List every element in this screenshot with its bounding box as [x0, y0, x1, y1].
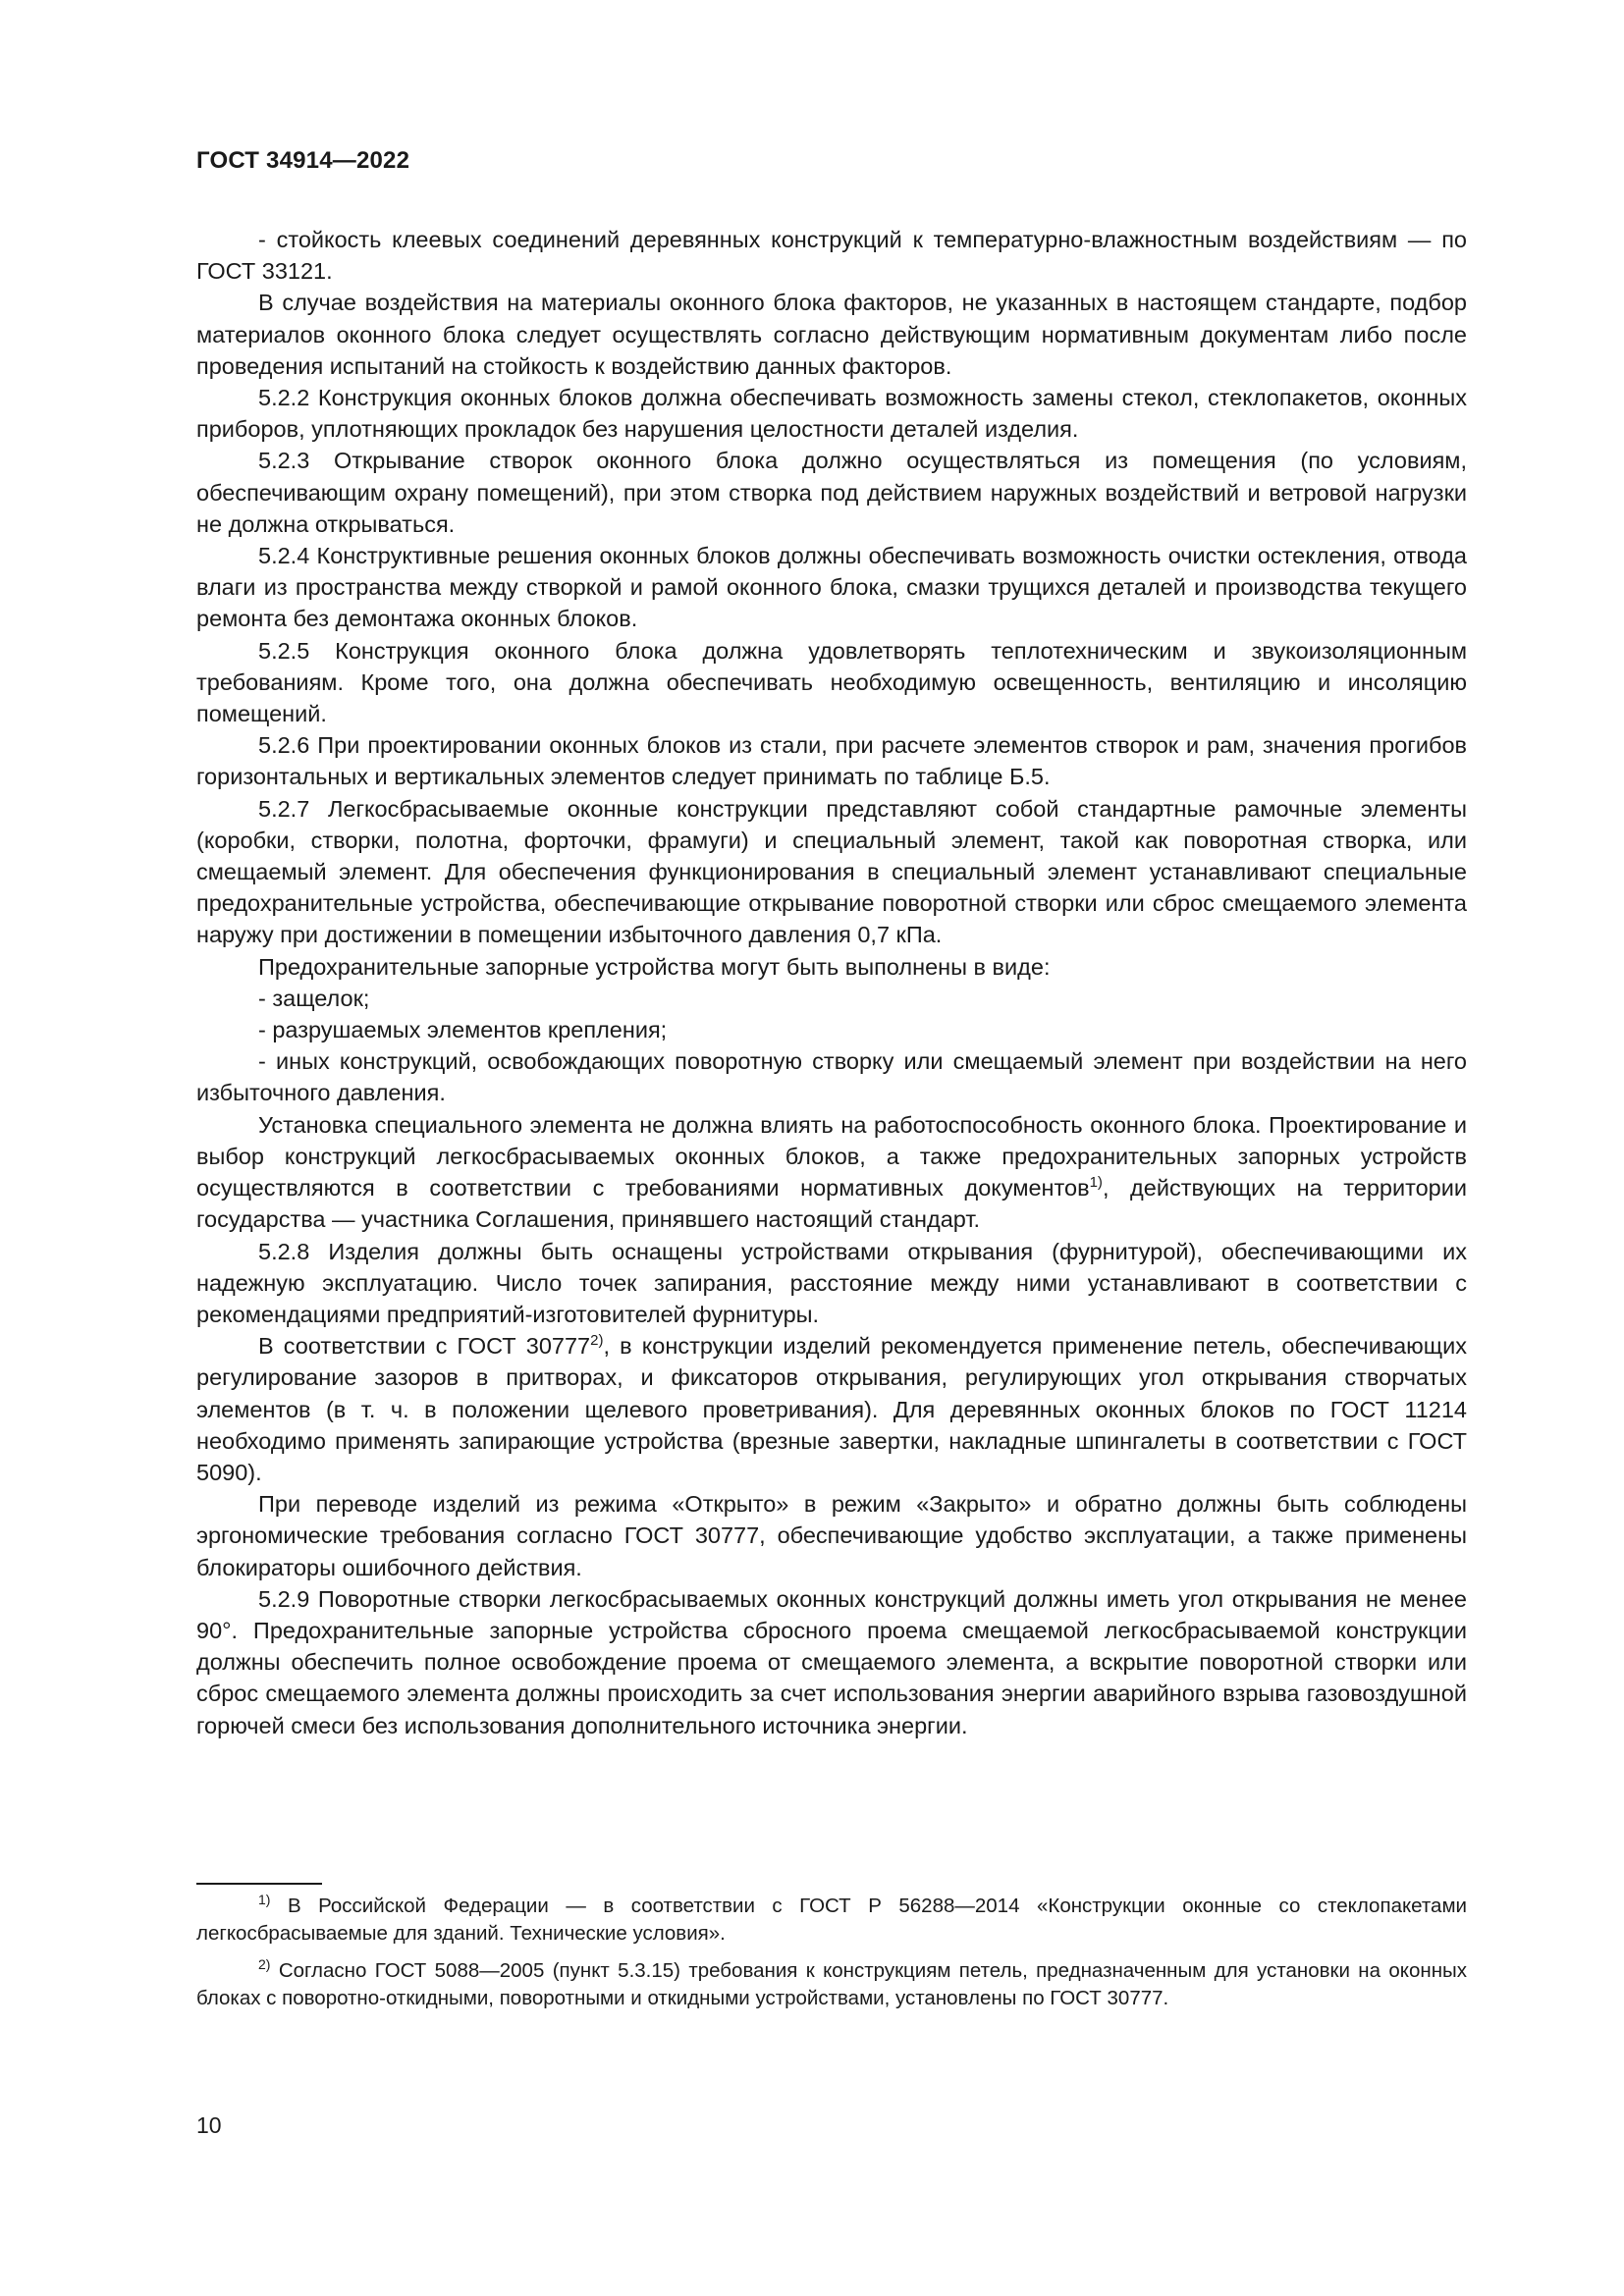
footnote-2: [196, 1957, 1467, 2012]
footnote-mark-2: 2): [258, 1956, 271, 1972]
list-item-other-constructions: - иных конструкций, освобождающих поворотную створку или смещаемый элемент при воздействии на него избыточного давления.: [196, 1048, 1467, 1106]
footnotes: [196, 1893, 1467, 2022]
paragraph-5-2-4: 5.2.4 Конструктивные решения оконных блоков должны обеспечивать возможность очистки остекления, отвода влаги из пространства между створкой и рамой оконного блока, смазки трущихся деталей и производства текущего ремонта без демонтажа оконных блоков.: [196, 543, 1467, 632]
paragraph-mode-switching: При переводе изделий из режима «Открыто» в режим «Закрыто» и обратно должны быть соблюдены эргономические требования согласно ГОСТ 30777, обеспечивающие удобство эксплуатации, а также применены блокираторы ошибочного действия.: [196, 1491, 1467, 1580]
gost-30777-text-after: , в конструкции изделий рекомендуется применение петель, обеспечивающих регулирование зазоров в притворах, и фиксаторов открывания, регулирующих угол открывания створчатых элементов (в т. ч. в положении щелевого проветривания). Для деревянных оконных блоков по ГОСТ 11214 необходимо применять запирающие устройства (врезные завертки, накладные шпингалеты в соответствии с ГОСТ 5090).: [196, 1333, 1468, 1485]
footnote-text-2: Согласно ГОСТ 5088—2005 (пункт 5.3.15) требования к конструкциям петель, предназначенным для установки на оконных блоках с поворотно-откидными, поворотными и откидными устройствами, установлены по ГОСТ 30777.: [196, 1959, 1467, 2009]
paragraph-gost-30777: [196, 1330, 1467, 1488]
paragraph-glue-resistance: - стойкость клеевых соединений деревянных конструкций к температурно-влажностным воздействиям — по ГОСТ 33121.: [196, 227, 1467, 285]
footnote-mark-1: 1): [258, 1892, 271, 1907]
paragraph-5-2-5: 5.2.5 Конструкция оконного блока должна удовлетворять теплотехническим и звукоизоляционным требованиям. Кроме того, она должна обеспечивать необходимую освещенность, вентиляцию и инсоляцию помещений.: [196, 637, 1467, 727]
paragraph-5-2-3: 5.2.3 Открывание створок оконного блока должно осуществляться из помещения (по условиям, обеспечивающим охрану помещений), при этом створка под действием наружных воздействий и ветровой нагрузки не должна открываться.: [196, 448, 1467, 537]
gost-30777-text-before: В соответствии с ГОСТ 30777: [258, 1333, 591, 1360]
list-item-latches: - защелок;: [258, 985, 370, 1011]
footnote-1: [196, 1893, 1467, 1948]
paragraph-other-factors: В случае воздействия на материалы оконного блока факторов, не указанных в настоящем стандарте, подбор материалов оконного блока следует осуществлять согласно действующим нормативным документам либо после проведения испытаний на стойкость к воздействию данных факторов.: [196, 290, 1467, 379]
install-text-after: , действующих на территории государства — участника Соглашения, принявшего настоящий стандарт.: [196, 1175, 1467, 1233]
list-item-destructible-fasteners: - разрушаемых элементов крепления;: [258, 1017, 668, 1043]
footnote-text-1: В Российской Федерации — в соответствии с ГОСТ Р 56288—2014 «Конструкции оконные со стеклопакетами легкосбрасываемые для зданий. Технические условия».: [196, 1895, 1467, 1945]
paragraph-5-2-7: 5.2.7 Легкосбрасываемые оконные конструкции представляют собой стандартные рамочные элементы (коробки, створки, полотна, форточки, фрамуги) и специальный элемент, такой как поворотная створка, или смещаемый элемент. Для обеспечения функционирования в специальный элемент устанавливают специальные предохранительные устройства, обеспечивающие открывание поворотной створки или сброс смещаемого элемента наружу при достижении в помещении избыточного давления 0,7 кПа.: [196, 795, 1467, 948]
page-number: 10: [196, 2112, 222, 2138]
paragraph-5-2-6: 5.2.6 При проектировании оконных блоков из стали, при расчете элементов створок и рам, значения прогибов горизонтальных и вертикальных элементов следует принимать по таблице Б.5.: [196, 732, 1467, 790]
paragraph-5-2-2: 5.2.2 Конструкция оконных блоков должна обеспечивать возможность замены стекол, стеклопакетов, оконных приборов, уплотняющих прокладок без нарушения целостности деталей изделия.: [196, 385, 1467, 443]
footnote-separator: [196, 1883, 322, 1885]
document-code-header: ГОСТ 34914—2022: [196, 147, 410, 174]
paragraph-5-2-9: 5.2.9 Поворотные створки легкосбрасываемых оконных конструкций должны иметь угол открывания не менее 90°. Предохранительные запорные устройства сбросного проема смещаемой легкосбрасываемой конструкции должны обеспечить полное освобождение проема от смещаемого элемента, а вскрытие поворотной створки или сброс смещаемого элемента должны происходить за счет использования энергии аварийного взрыва газовоздушной горючей смеси без использования дополнительного источника энергии.: [196, 1585, 1467, 1738]
footnote-ref-2[interactable]: 2): [590, 1332, 604, 1350]
footnote-ref-1[interactable]: 1): [1089, 1174, 1103, 1192]
paragraph-safety-devices: Предохранительные запорные устройства могут быть выполнены в виде:: [258, 953, 1051, 980]
paragraph-special-element-install: [196, 1109, 1467, 1236]
paragraph-5-2-8: 5.2.8 Изделия должны быть оснащены устройствами открывания (фурнитурой), обеспечивающими их надежную эксплуатацию. Число точек запирания, расстояние между ними устанавливают в соответствии с рекомендациями предприятий-изготовителей фурнитуры.: [196, 1238, 1467, 1327]
install-text-before: Установка специального элемента не должна влиять на работоспособность оконного блока. Проектирование и выбор конструкций легкосбрасываемых оконных блоков, а также предохранительных запорных устройств осуществляются в соответствии с требованиями нормативных документов: [196, 1111, 1467, 1201]
body-text: [196, 224, 1467, 1741]
